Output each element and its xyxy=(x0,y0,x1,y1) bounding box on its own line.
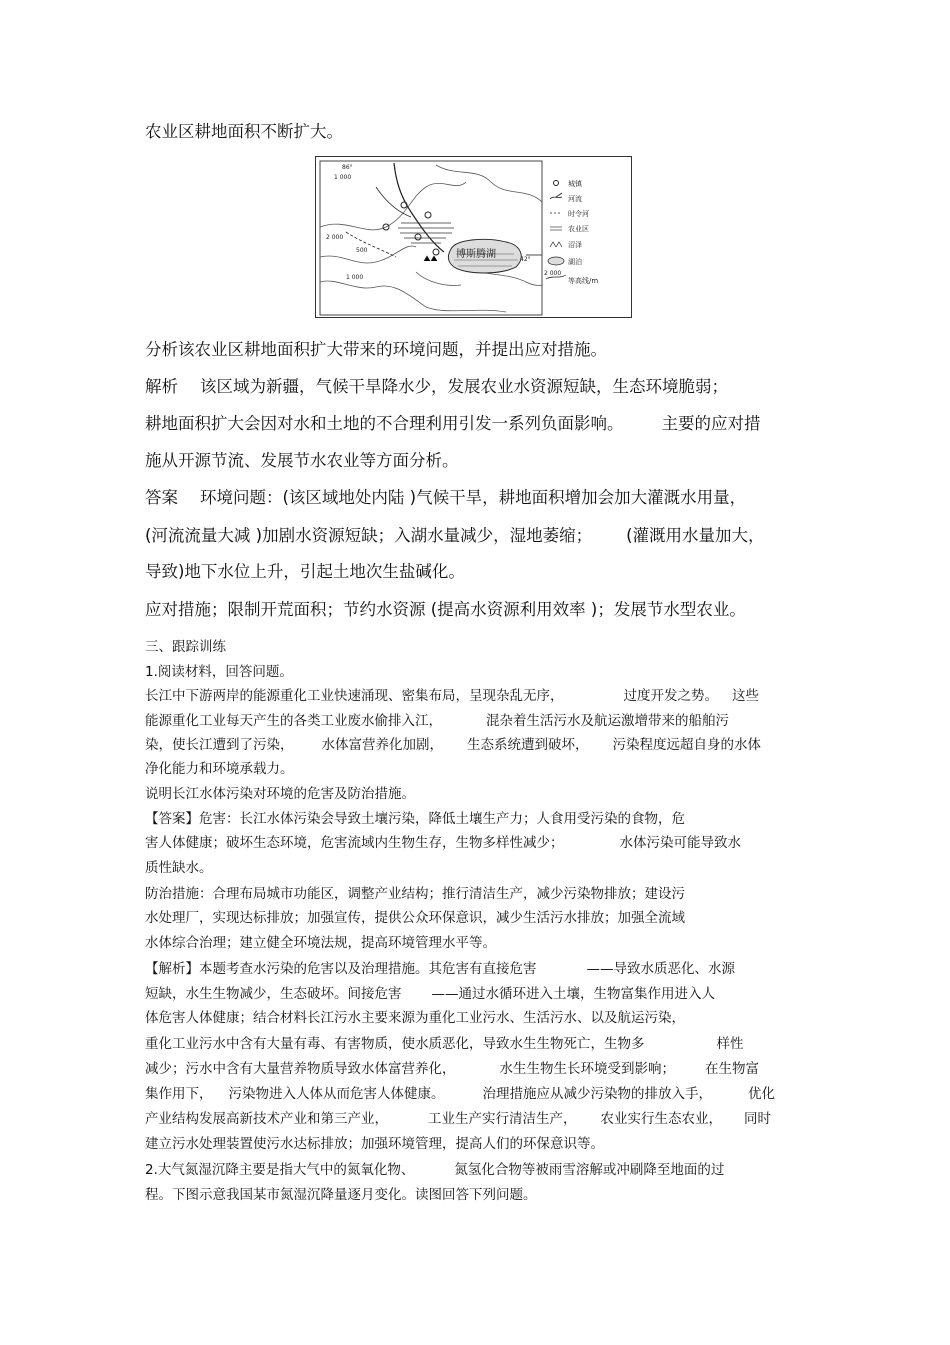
latitude-label: 42° xyxy=(520,256,531,263)
legend-lake-label: 湖泊 xyxy=(568,258,582,266)
section-title: 三、跟踪训练 xyxy=(145,639,226,655)
material-line-3 xyxy=(145,733,761,753)
contour-2000-label: 2 000 xyxy=(326,234,344,241)
material-3c: 生态系统遭到破坏， xyxy=(467,737,589,753)
jiexi-label: 解析 xyxy=(145,377,178,396)
q1-title: 1.阅读材料，回答问题。 xyxy=(145,664,293,680)
analysis-5c: 在生物富 xyxy=(705,1061,759,1077)
material-3a: 染，使长江遭到了污染， xyxy=(145,737,294,753)
analysis-1a: 【解析】本题考查水污染的危害以及治理措施。其危害有直接危害 xyxy=(145,961,537,977)
q2-text-1b: 氮氢化合物等被雨雪溶解或冲刷降至地面的过 xyxy=(454,1162,725,1178)
question-text: 分析该农业区耕地面积扩大带来的环境问题，并提出应对措施。 xyxy=(145,340,607,359)
material-line-4: 净化能力和环境承载力。 xyxy=(145,761,294,777)
material-3b: 水体富营养化加剧， xyxy=(321,737,443,753)
jiexi-text-2b: 主要的应对措 xyxy=(661,414,761,433)
analysis-6b: 污染物进入人体从而危害人体健康。 xyxy=(228,1086,445,1102)
prevention-line-1: 防治措施：合理布局城市功能区，调整产业结构；推行清洁生产，减少污染物排放；建设污 xyxy=(145,886,685,902)
analysis-2a: 短缺，水生生物减少，生态破坏。间接危害 xyxy=(145,986,402,1002)
jiexi-text-2a: 耕地面积扩大会因对水和土地的不合理利用引发一系列负面影响。 xyxy=(145,414,624,433)
q2-line-2: 程。下图示意我国某市氮湿沉降量逐月变化。读图回答下列问题。 xyxy=(145,1187,537,1203)
prevention-line-2: 水处理厂，实现达标排放；加强宣传，提供公众环保意识，减少生活污水排放；加强全流域 xyxy=(145,910,685,926)
analysis-line-6 xyxy=(145,1082,775,1102)
answer-label: 答案 xyxy=(145,488,178,507)
answer-danger-2b: 水体污染可能导致水 xyxy=(619,835,741,851)
answer-line-4: 应对措施；限制开荒面积；节约水资源 (提高水资源利用效率 )；发展节水型农业。 xyxy=(145,600,746,619)
jiexi-text-1: 该区域为新疆，气候干旱降水少，发展农业水资源短缺，生态环境脆弱； xyxy=(200,377,728,396)
material-1a: 长江中下游两岸的能源重化工业快速涌现、密集布局，呈现杂乱无序， xyxy=(145,688,564,704)
legend-contour-value: 2 000 xyxy=(544,270,562,277)
analysis-6a: 集作用下， xyxy=(145,1086,213,1102)
answer-text-1: 环境问题：(该区域地处内陆 )气候干旱，耕地面积增加会加大灌溉水用量， xyxy=(200,488,747,507)
answer-danger-2a: 害人体健康；破坏生态环境，危害流域内生物生存，生物多样性减少； xyxy=(145,835,564,851)
material-2a: 能源重化工业每天产生的各类工业废水偷排入江， xyxy=(145,713,442,729)
q2-line-1 xyxy=(145,1158,724,1178)
contour-1000-label: 1 000 xyxy=(346,274,364,281)
legend-river-label: 河流 xyxy=(568,195,582,203)
answer-danger-line-3: 质性缺水。 xyxy=(145,860,213,876)
analysis-7b: 工业生产实行清洁生产， xyxy=(428,1111,577,1127)
analysis-7c: 农业实行生态农业， xyxy=(600,1111,722,1127)
analysis-4b: 样性 xyxy=(716,1036,744,1052)
analysis-6c: 治理措施应从减少污染物的排放入手， xyxy=(482,1086,712,1102)
map-figure xyxy=(315,156,632,318)
answer-text-2a: (河流流量大减 )加剧水资源短缺；入湖水量减少，湿地萎缩； xyxy=(145,526,593,545)
analysis-line-1 xyxy=(145,957,735,977)
answer-line-2 xyxy=(145,522,765,546)
jiexi-line-3: 施从开源节流、发展节水农业等方面分析。 xyxy=(145,451,459,470)
answer-danger-line-1: 【答案】危害：长江水体污染会导致土壤污染，降低土壤生产力；人食用受污染的食物，危 xyxy=(145,811,685,827)
prevention-line-3: 水体综合治理；建立健全环境法规，提高环境管理水平等。 xyxy=(145,935,496,951)
lake-name-label: 博斯腾湖 xyxy=(456,249,496,260)
map-svg xyxy=(316,157,632,318)
analysis-line-5 xyxy=(145,1057,759,1077)
q2-text-1a: 2.大气氮湿沉降主要是指大气中的氮氧化物、 xyxy=(145,1162,415,1178)
material-line-2 xyxy=(145,709,729,729)
analysis-7a: 产业结构发展高新技术产业和第三产业， xyxy=(145,1111,388,1127)
analysis-7d: 同时 xyxy=(744,1111,771,1127)
analysis-5b: 水生生物生长环境受到影响； xyxy=(499,1061,675,1077)
farmland-area xyxy=(398,223,454,243)
answer-danger-line-2 xyxy=(145,831,741,851)
analysis-4a: 重化工业污水中含有大量有毒、有害物质，使水质恶化，导致水生生物死亡，生物多 xyxy=(145,1036,645,1052)
material-1b: 过度开发之势。 xyxy=(623,688,718,704)
map-legend xyxy=(544,179,598,285)
analysis-line-2 xyxy=(145,982,715,1002)
material-2b: 混杂着生活污水及航运激增带来的船舶污 xyxy=(486,713,729,729)
analysis-line-4 xyxy=(145,1032,744,1052)
longitude-label: 86° xyxy=(342,164,353,171)
analysis-line-7 xyxy=(145,1107,771,1127)
marsh-marks xyxy=(424,256,437,261)
analysis-1b: ——导致水质恶化、水源 xyxy=(586,961,735,977)
contour-1000-top-label: 1 000 xyxy=(334,174,352,181)
material-line-1 xyxy=(145,684,759,704)
analysis-line-3: 体危害人体健康；结合材料长江污水主要来源为重化工业污水、生活污水、以及航运污染， xyxy=(145,1010,685,1026)
legend-marsh-label: 沼泽 xyxy=(568,241,582,249)
jiexi-line-2 xyxy=(145,410,761,434)
answer-line-1 xyxy=(145,484,746,508)
legend-seasonal-river-label: 时令河 xyxy=(568,210,589,218)
intro-text: 农业区耕地面积不断扩大。 xyxy=(145,122,343,141)
material-3d: 污染程度远超自身的水体 xyxy=(612,737,761,753)
question-ask: 说明长江水体污染对环境的危害及防治措施。 xyxy=(145,786,415,802)
answer-line-3: 导致)地下水位上升，引起土地次生盐碱化。 xyxy=(145,562,465,581)
analysis-2b: ——通过水循环进入土壤，生物富集作用进入人 xyxy=(431,986,715,1002)
jiexi-line-1 xyxy=(145,373,728,397)
legend-farmland-label: 农业区 xyxy=(568,225,589,233)
legend-town-label: 城镇 xyxy=(568,180,582,188)
material-1c: 这些 xyxy=(732,688,759,704)
legend-contour-label: 等高线/m xyxy=(568,277,599,285)
answer-text-2b: (灌溉用水量加大， xyxy=(626,526,765,545)
analysis-line-8: 建立污水处理装置使污水达标排放；加强环境管理，提高人们的环保意识等。 xyxy=(145,1136,604,1152)
analysis-6d: 优化 xyxy=(748,1086,775,1102)
contour-500-label: 500 xyxy=(356,247,368,254)
analysis-5a: 减少；污水中含有大量营养物质导致水体富营养化， xyxy=(145,1061,456,1077)
